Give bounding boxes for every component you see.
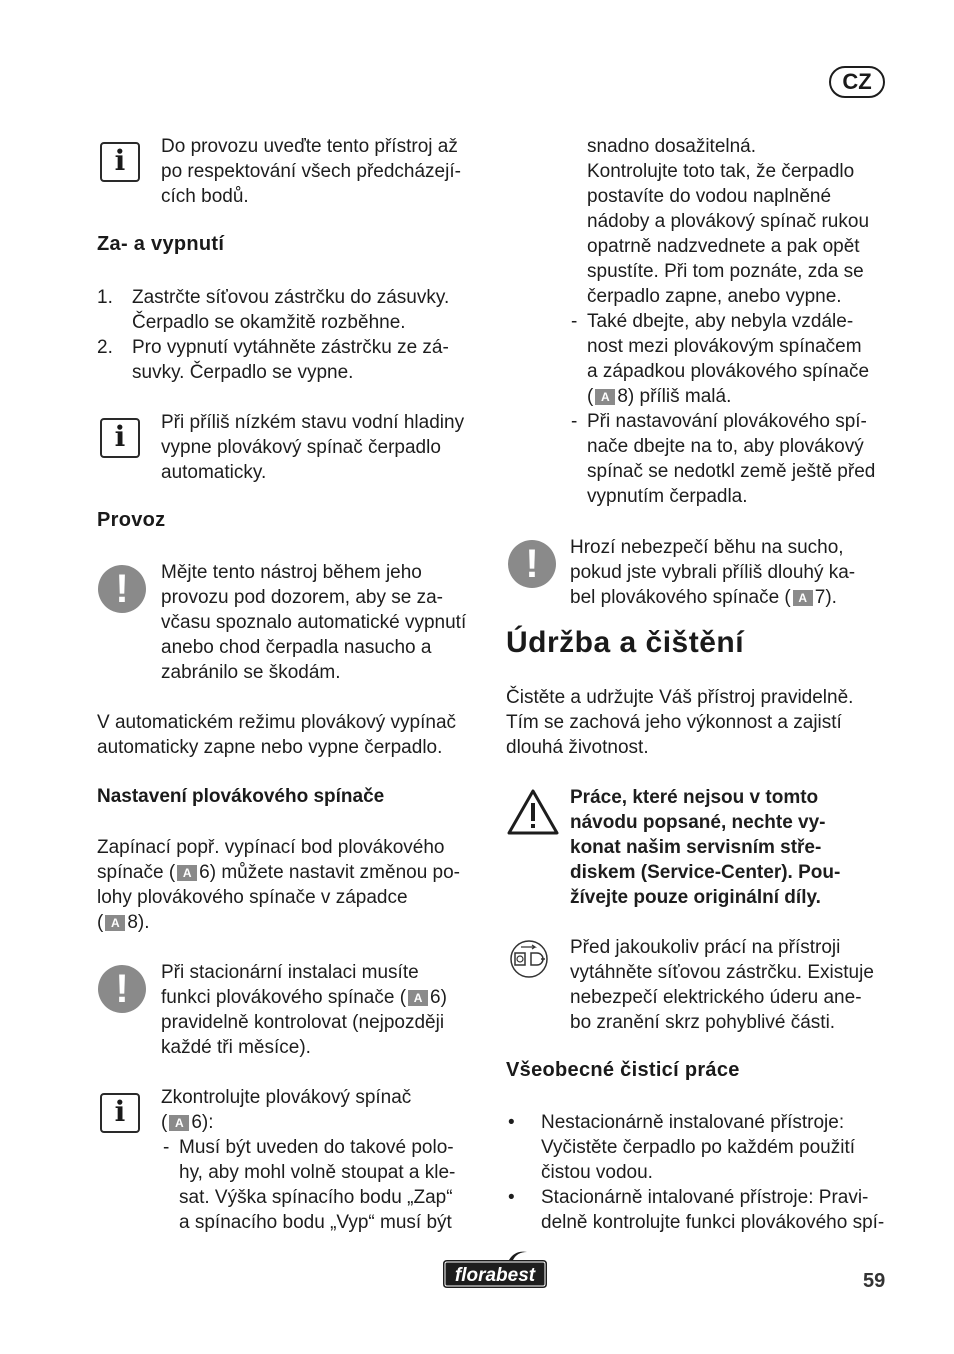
heading-float-switch-setting: Nastavení plovákového spínače xyxy=(97,786,385,807)
info-note-check-switch: Zkontrolujte plovákový spínač ( A 6): - Musí být uveden do takové polo- hy, aby mohl volně stoupat a kle- sat. Výška spínacího bodu „Zap“ a spínacího bodu „Vyp“ musí být xyxy=(161,1087,456,1233)
logo-text: florabest xyxy=(454,1265,536,1286)
paragraph-automatic-mode: V automatickém režimu plovákový vypínač automaticky zapne nebo vypne čerpadlo. xyxy=(97,712,457,758)
warning-dry-run: Hrozí nebezpečí běhu na sucho, pokud jste vybrali příliš dlouhý ka- bel plovákového spínače ( A 7). xyxy=(570,537,856,608)
note-unplug: Před jakoukoliv prácí na přístroji vytáhněte síťovou zástrčku. Existuje nebezpečí elektrického úderu ane- bo zranění skrz pohyblivé části. xyxy=(570,937,874,1033)
figure-a-badge: A xyxy=(793,590,813,606)
heading-general-cleaning: Všeobecné čisticí práce xyxy=(506,1059,740,1081)
info-icon: i xyxy=(100,1093,140,1133)
warning-stationary: Při stacionární instalaci musíte funkci plovákového spínače ( A 6) pravidelně kontrolovat (nejpozději každé tři měsíce). xyxy=(161,962,447,1058)
language-badge: CZ xyxy=(829,66,885,98)
bullet-item: Nestacionárně instalované přístroje: Vyčistěte čerpadlo po každém použití čistou vodou. xyxy=(541,1112,856,1183)
figure-a-badge: A xyxy=(105,915,125,931)
florabest-logo xyxy=(439,1250,551,1290)
dash-list-item: Musí být uveden do takové polo- hy, aby mohl volně stoupat a kle- sat. Výška spínacího bodu „Zap“ a spínacího bodu „Vyp“ musí být xyxy=(179,1137,456,1233)
exclamation-icon: ! xyxy=(508,540,556,588)
figure-a-badge: A xyxy=(408,990,428,1006)
list-item: Zastrčte síťovou zástrčku do zásuvky. Čerpadlo se okamžitě rozběhne. xyxy=(132,287,450,333)
exclamation-icon: ! xyxy=(98,965,146,1013)
unplug-icon xyxy=(509,939,549,979)
caution-service-center: Práce, které nejsou v tomto návodu popsané, nechte vy- konat našim servisním stře- diskem (Service-Center). Pou- žívejte pouze originální díly. xyxy=(570,787,841,908)
paragraph-cleaning: Čistěte a udržujte Váš přístroj pravidelně. Tím se zachová jeho výkonnost a zajistí dlouhá životnost. xyxy=(506,687,854,758)
warning-supervise: Mějte tento nástroj během jeho provozu pod dozorem, aby se za- včasu spoznalo automatické vypnutí anebo chod čerpadla nasucho a zabránilo se škodám. xyxy=(161,562,467,683)
exclamation-icon: ! xyxy=(98,565,146,613)
heading-switch-on-off: Za- a vypnutí xyxy=(97,233,225,255)
list-item: Pro vypnutí vytáhněte zástrčku ze zá- suvky. Čerpadlo se vypne. xyxy=(132,337,449,383)
info-icon: i xyxy=(100,142,140,182)
bullet-item: Stacionárně intalované přístroje: Pravi- delně kontrolujte funkci plovákového spí- xyxy=(541,1187,885,1233)
dash-list-item: Také dbejte, aby nebyla vzdále- nost mezi plovákovým spínačem a západkou plovákového spínače ( A 8) příliš malá. xyxy=(587,311,870,407)
paragraph-switch-point: Zapínací popř. vypínací bod plovákového spínače ( A 6) můžete nastavit změnou po- lohy plovákového spínače v západce ( A 8). xyxy=(97,837,461,933)
info-note-water-level: Při příliš nízkém stavu vodní hladiny vypne plovákový spínač čerpadlo automaticky. xyxy=(161,412,465,483)
warning-triangle-icon xyxy=(506,788,560,836)
figure-a-badge: A xyxy=(177,865,197,881)
dash-list-item: Při nastavování plovákového spí- nače dbejte na to, aby plovákový spínač se nedotkl země ještě před vypnutím čerpadla. xyxy=(587,411,876,507)
heading-maintenance-cleaning: Údržba a čištění xyxy=(506,626,745,659)
info-icon: i xyxy=(100,418,140,458)
figure-a-badge: A xyxy=(169,1115,189,1131)
heading-operation: Provoz xyxy=(97,509,166,531)
info-note-start: Do provozu uveďte tento přístroj až po respektování všech předcházejí- cích bodů. xyxy=(161,136,461,207)
figure-a-badge: A xyxy=(595,389,615,405)
numbered-list: 1. Zastrčte síťovou zástrčku do zásuvky. Čerpadlo se okamžitě rozběhne. 2. Pro vypnutí vytáhněte zástrčku ze zá- suvky. Čerpadlo se vypne. xyxy=(97,287,450,383)
continued-text: snadno dosažitelná. Kontrolujte toto tak, že čerpadlo postavíte do vodou naplněné nádoby a plovákový spínač rukou opatrně nadzvednete a pak opět spustíte. Při tom poznáte, zda se čerpadlo zapne, anebo vypne. xyxy=(587,136,870,307)
page-number: 59 xyxy=(863,1270,886,1292)
